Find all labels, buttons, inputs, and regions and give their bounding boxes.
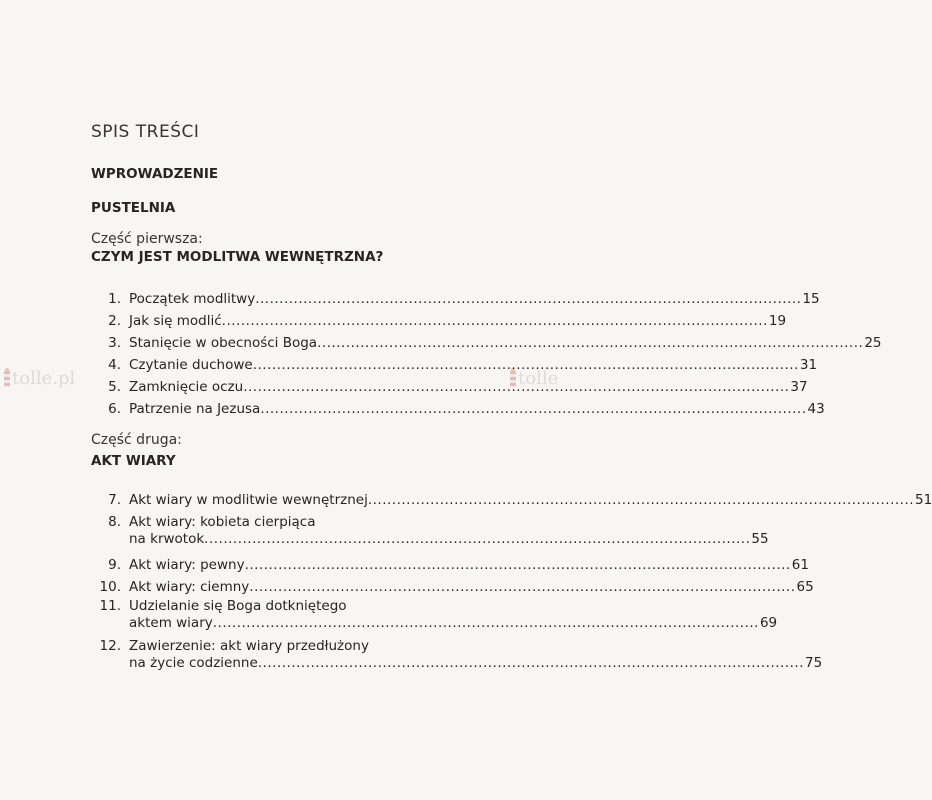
toc-entry [91, 598, 778, 632]
toc-entry-title: na krwotok [129, 531, 205, 547]
part-2-label: Część druga: [91, 432, 182, 448]
toc-entry-title: Stanięcie w obecności Boga [129, 335, 318, 351]
part-1-title: CZYM JEST MODLITWA WEWNĘTRZNA? [91, 249, 384, 265]
toc-entry-page: 55 [751, 531, 769, 547]
toc-entry-number: 7. [108, 492, 121, 508]
toc-entry-title: Początek modlitwy [129, 291, 256, 307]
toc-entry-title: Czytanie duchowe [129, 357, 253, 373]
toc-leader-dots [204, 531, 750, 548]
toc-entry-page: 65 [796, 579, 814, 595]
toc-entry-title: Zamknięcie oczu [129, 379, 244, 395]
toc-entry-number: 8. [108, 514, 121, 530]
toc-leader-dots [253, 357, 799, 374]
toc-entry-title: Akt wiary: pewny [129, 557, 245, 573]
toc-entry-page: 37 [790, 379, 808, 395]
toc-entry-title: na życie codzienne [129, 655, 258, 671]
toc-entry-page: 43 [807, 401, 825, 417]
toc-entry-number: 11. [99, 598, 121, 614]
toc-entry-title: Akt wiary: kobieta cierpiąca [129, 514, 316, 530]
toc-leader-dots [368, 492, 914, 509]
toc-leader-dots [255, 291, 801, 308]
toc-title: SPIS TREŚCI [91, 122, 200, 142]
toc-leader-dots [245, 557, 791, 574]
toc-entry-number: 12. [99, 638, 121, 654]
toc-leader-dots [222, 313, 768, 330]
toc-entry-number: 2. [108, 313, 121, 329]
section-introduction: WPROWADZENIE [91, 166, 219, 182]
toc-entry-number: 3. [108, 335, 121, 351]
toc-entry-page: 51 [915, 492, 932, 508]
watermark-lighthouse-icon [3, 368, 11, 390]
toc-entry-title: Akt wiary w modlitwie wewnętrznej [129, 492, 368, 508]
toc-entry [91, 401, 825, 418]
toc-leader-dots [317, 335, 863, 352]
toc-entry [91, 579, 814, 596]
toc-entry-page: 69 [759, 615, 778, 631]
toc-entry-title: Akt wiary: ciemny [129, 579, 250, 595]
toc-entry-number: 6. [108, 401, 121, 417]
toc-entry [91, 638, 823, 672]
toc-entry [91, 557, 809, 574]
toc-leader-dots [249, 579, 795, 596]
toc-entry-title: Patrzenie na Jezusa [129, 401, 261, 417]
toc-entry-page: 19 [768, 313, 787, 329]
toc-entry [91, 357, 818, 374]
toc-entry-number: 10. [99, 579, 121, 595]
toc-entry [91, 514, 769, 548]
toc-leader-dots [213, 615, 759, 632]
part-1-label: Część pierwsza: [91, 231, 203, 247]
toc-entry [91, 313, 787, 330]
toc-entry-title: Jak się modlić [129, 313, 222, 329]
toc-entry-title: aktem wiary [129, 615, 213, 631]
toc-entry-number: 5. [108, 379, 121, 395]
toc-entry [91, 492, 932, 509]
toc-entry-page: 25 [864, 335, 882, 351]
toc-entry-title: Zawierzenie: akt wiary przedłużony [129, 638, 369, 654]
watermark-left: tolle.pl [12, 368, 76, 389]
toc-leader-dots [258, 655, 804, 672]
watermark-right: tolle [518, 368, 559, 389]
toc-entry-page: 61 [791, 557, 809, 573]
toc-entry [91, 379, 808, 396]
section-desert: PUSTELNIA [91, 200, 176, 216]
part-2-title: AKT WIARY [91, 453, 176, 469]
toc-entry-page: 75 [805, 655, 823, 671]
toc-entry-number: 4. [108, 357, 121, 373]
toc-leader-dots [243, 379, 789, 396]
toc-leader-dots [260, 401, 806, 418]
toc-entry-number: 9. [108, 557, 121, 573]
toc-entry-title: Udzielanie się Boga dotkniętego [129, 598, 347, 614]
toc-entry [91, 291, 820, 308]
toc-entry-number: 1. [108, 291, 121, 307]
toc-entry [91, 335, 882, 352]
toc-entry-page: 15 [802, 291, 820, 307]
toc-entry-page: 31 [799, 357, 818, 373]
